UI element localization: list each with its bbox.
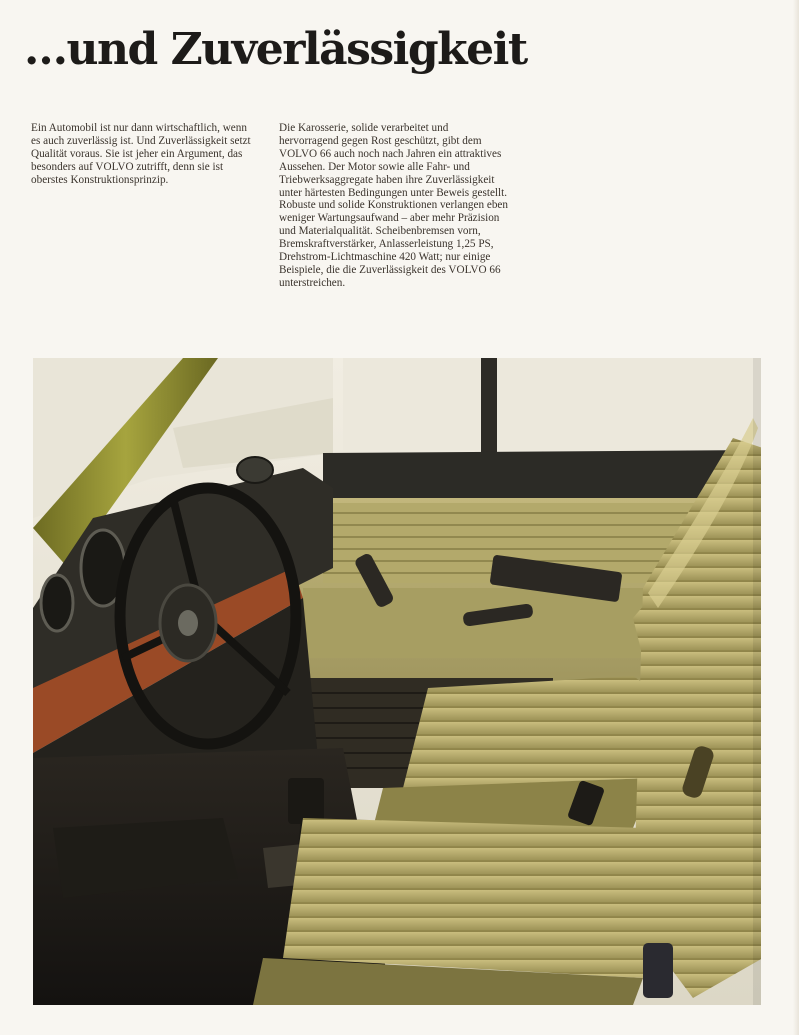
page-edge-shadow [793,0,799,1035]
car-interior-photo [33,358,761,1005]
intro-paragraph: Ein Automobil ist nur dann wirtschaftlich, wenn es auch zuverlässig ist. Und Zuverlässigkeit setzt Qualität voraus. Sie ist jeher ein Argument, das besonders auf VOLVO zutrifft, denn sie ist oberstes Konstruktionsprinzip. [31,122,251,186]
page-headline: …und Zuverlässigkeit [24,24,527,75]
body-paragraph: Die Karosserie, solide verarbeitet und hervorragend gegen Rost geschützt, gibt dem VOLVO 66 auch noch nach Jahren ein attraktives Aussehen. Der Motor sowie alle Fahr- und Triebwerksaggregate haben ihre Zuverlässigkeit unter härtesten Bedingungen unter Beweis gestellt. Robuste und solide Konstruktionen verlangen eben weniger Wartungsaufwand – aber mehr Präzision und Materialqualität. Scheibenbremsen vorn, Bremskraftverstärker, Anlasserleistung 1,25 PS, Drehstrom-Lichtmaschine 420 Watt; nur einige Beispiele, die die Zuverlässigkeit des VOLVO 66 unterstreichen. [279,122,508,289]
